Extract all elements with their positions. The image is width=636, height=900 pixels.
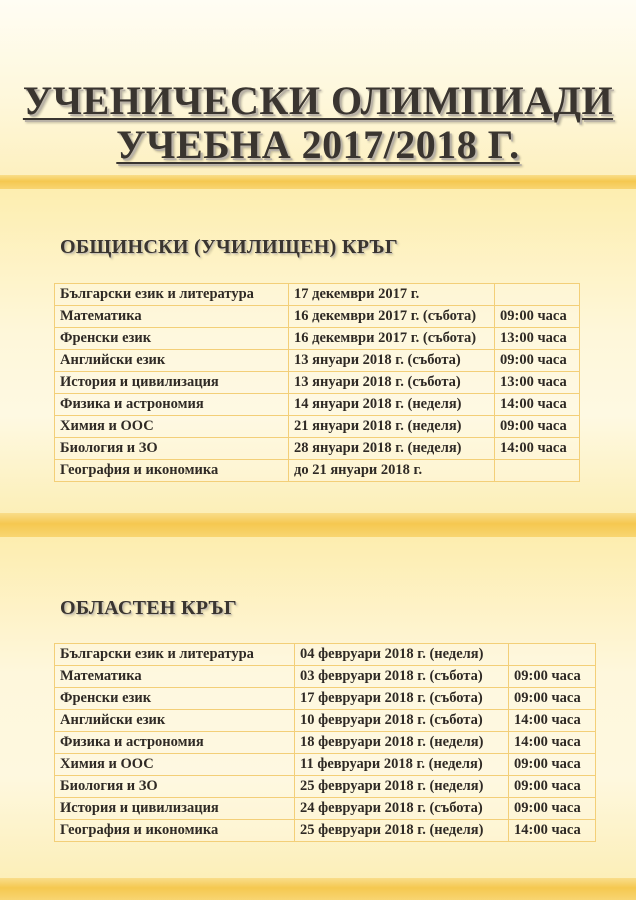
- subject-cell: История и цивилизация: [55, 798, 295, 820]
- table-row: [55, 328, 580, 350]
- subject-cell: Математика: [55, 306, 289, 328]
- time-cell: 09:00 часа: [509, 798, 596, 820]
- date-cell: 10 февруари 2018 г. (събота): [295, 710, 509, 732]
- page-title: УЧЕНИЧЕСКИ ОЛИМПИАДИ: [22, 78, 614, 123]
- date-cell: 14 януари 2018 г. (неделя): [289, 394, 495, 416]
- table-row: [55, 460, 580, 482]
- subject-cell: География и икономика: [55, 820, 295, 842]
- regional-schedule-table: [54, 643, 596, 842]
- divider-band: [0, 175, 636, 189]
- table-row: [55, 394, 580, 416]
- page-subtitle: УЧЕБНА 2017/2018 Г.: [116, 122, 520, 167]
- subject-cell: Английски език: [55, 710, 295, 732]
- table-row: [55, 820, 596, 842]
- time-cell: 14:00 часа: [509, 732, 596, 754]
- date-cell: 11 февруари 2018 г. (неделя): [295, 754, 509, 776]
- time-cell: 09:00 часа: [509, 666, 596, 688]
- date-cell: 28 януари 2018 г. (неделя): [289, 438, 495, 460]
- subject-cell: Френски език: [55, 688, 295, 710]
- date-cell: 13 януари 2018 г. (събота): [289, 350, 495, 372]
- time-cell: 09:00 часа: [495, 350, 580, 372]
- table-row: [55, 776, 596, 798]
- date-cell: 25 февруари 2018 г. (неделя): [295, 776, 509, 798]
- time-cell: 14:00 часа: [509, 710, 596, 732]
- table-row: [55, 644, 596, 666]
- subject-cell: Химия и ООС: [55, 754, 295, 776]
- date-cell: 17 февруари 2018 г. (събота): [295, 688, 509, 710]
- subject-cell: Български език и литература: [55, 284, 289, 306]
- table-row: [55, 666, 596, 688]
- date-cell: 25 февруари 2018 г. (неделя): [295, 820, 509, 842]
- time-cell: 13:00 часа: [495, 372, 580, 394]
- table-row: [55, 306, 580, 328]
- subject-cell: Физика и астрономия: [55, 394, 289, 416]
- subject-cell: Химия и ООС: [55, 416, 289, 438]
- time-cell: 14:00 часа: [495, 394, 580, 416]
- subject-cell: Математика: [55, 666, 295, 688]
- date-cell: 24 февруари 2018 г. (събота): [295, 798, 509, 820]
- table-row: [55, 372, 580, 394]
- table-row: [55, 754, 596, 776]
- table-row: [55, 798, 596, 820]
- time-cell: 09:00 часа: [509, 776, 596, 798]
- table-row: [55, 688, 596, 710]
- subject-cell: Биология и ЗО: [55, 776, 295, 798]
- time-cell: [495, 460, 580, 482]
- date-cell: до 21 януари 2018 г.: [289, 460, 495, 482]
- subject-cell: Френски език: [55, 328, 289, 350]
- time-cell: 14:00 часа: [509, 820, 596, 842]
- date-cell: 03 февруари 2018 г. (събота): [295, 666, 509, 688]
- subject-cell: История и цивилизация: [55, 372, 289, 394]
- date-cell: 04 февруари 2018 г. (неделя): [295, 644, 509, 666]
- section-heading-regional: ОБЛАСТЕН КРЪГ: [60, 597, 237, 619]
- date-cell: 13 януари 2018 г. (събота): [289, 372, 495, 394]
- subject-cell: География и икономика: [55, 460, 289, 482]
- time-cell: 09:00 часа: [509, 688, 596, 710]
- table-row: [55, 438, 580, 460]
- time-cell: [495, 284, 580, 306]
- subject-cell: Английски език: [55, 350, 289, 372]
- date-cell: 16 декември 2017 г. (събота): [289, 328, 495, 350]
- table-row: [55, 710, 596, 732]
- time-cell: 09:00 часа: [495, 306, 580, 328]
- divider-band: [0, 878, 636, 900]
- date-cell: 17 декември 2017 г.: [289, 284, 495, 306]
- municipal-schedule-table: [54, 283, 580, 482]
- table-row: [55, 350, 580, 372]
- time-cell: 09:00 часа: [509, 754, 596, 776]
- table-row: [55, 284, 580, 306]
- time-cell: 13:00 часа: [495, 328, 580, 350]
- date-cell: 16 декември 2017 г. (събота): [289, 306, 495, 328]
- subject-cell: Биология и ЗО: [55, 438, 289, 460]
- section-heading-municipal: ОБЩИНСКИ (УЧИЛИЩЕН) КРЪГ: [60, 236, 398, 258]
- date-cell: 18 февруари 2018 г. (неделя): [295, 732, 509, 754]
- subject-cell: Български език и литература: [55, 644, 295, 666]
- divider-band: [0, 513, 636, 537]
- table-row: [55, 416, 580, 438]
- time-cell: 14:00 часа: [495, 438, 580, 460]
- time-cell: 09:00 часа: [495, 416, 580, 438]
- time-cell: [509, 644, 596, 666]
- subject-cell: Физика и астрономия: [55, 732, 295, 754]
- date-cell: 21 януари 2018 г. (неделя): [289, 416, 495, 438]
- table-row: [55, 732, 596, 754]
